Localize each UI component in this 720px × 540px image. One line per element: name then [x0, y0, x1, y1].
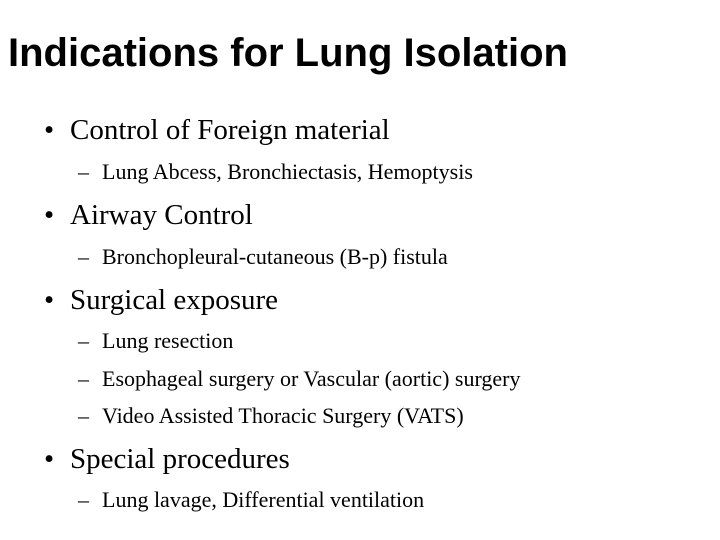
bullet-marker: •: [44, 114, 55, 146]
bullet-text: Airway Control: [70, 199, 253, 231]
sub-bullet-marker: –: [78, 487, 89, 512]
bullet-marker: •: [44, 284, 55, 316]
bullet-text: Control of Foreign material: [70, 114, 390, 146]
sub-bullet-marker: –: [78, 403, 89, 428]
sub-bullet-text: Lung Abcess, Bronchiectasis, Hemoptysis: [102, 159, 473, 184]
sub-bullet-marker: –: [78, 159, 89, 184]
sub-bullet-text: Lung resection: [102, 328, 234, 353]
sub-bullet-marker: –: [78, 244, 89, 269]
sub-bullet-marker: –: [78, 328, 89, 353]
sub-bullet-marker: –: [78, 366, 89, 391]
sub-bullet-text: Esophageal surgery or Vascular (aortic) surgery: [102, 366, 521, 391]
sub-bullet-text: Lung lavage, Differential ventilation: [102, 487, 425, 512]
bullet-text: Special procedures: [70, 443, 290, 475]
bullet-marker: •: [44, 199, 55, 231]
bullet-marker: •: [44, 443, 55, 475]
bullet-text: Surgical exposure: [70, 284, 279, 316]
sub-bullet-text: Bronchopleural-cutaneous (B-p) fistula: [102, 244, 448, 269]
slide-title: Indications for Lung Isolation: [8, 31, 568, 75]
sub-bullet-text: Video Assisted Thoracic Surgery (VATS): [102, 403, 464, 428]
